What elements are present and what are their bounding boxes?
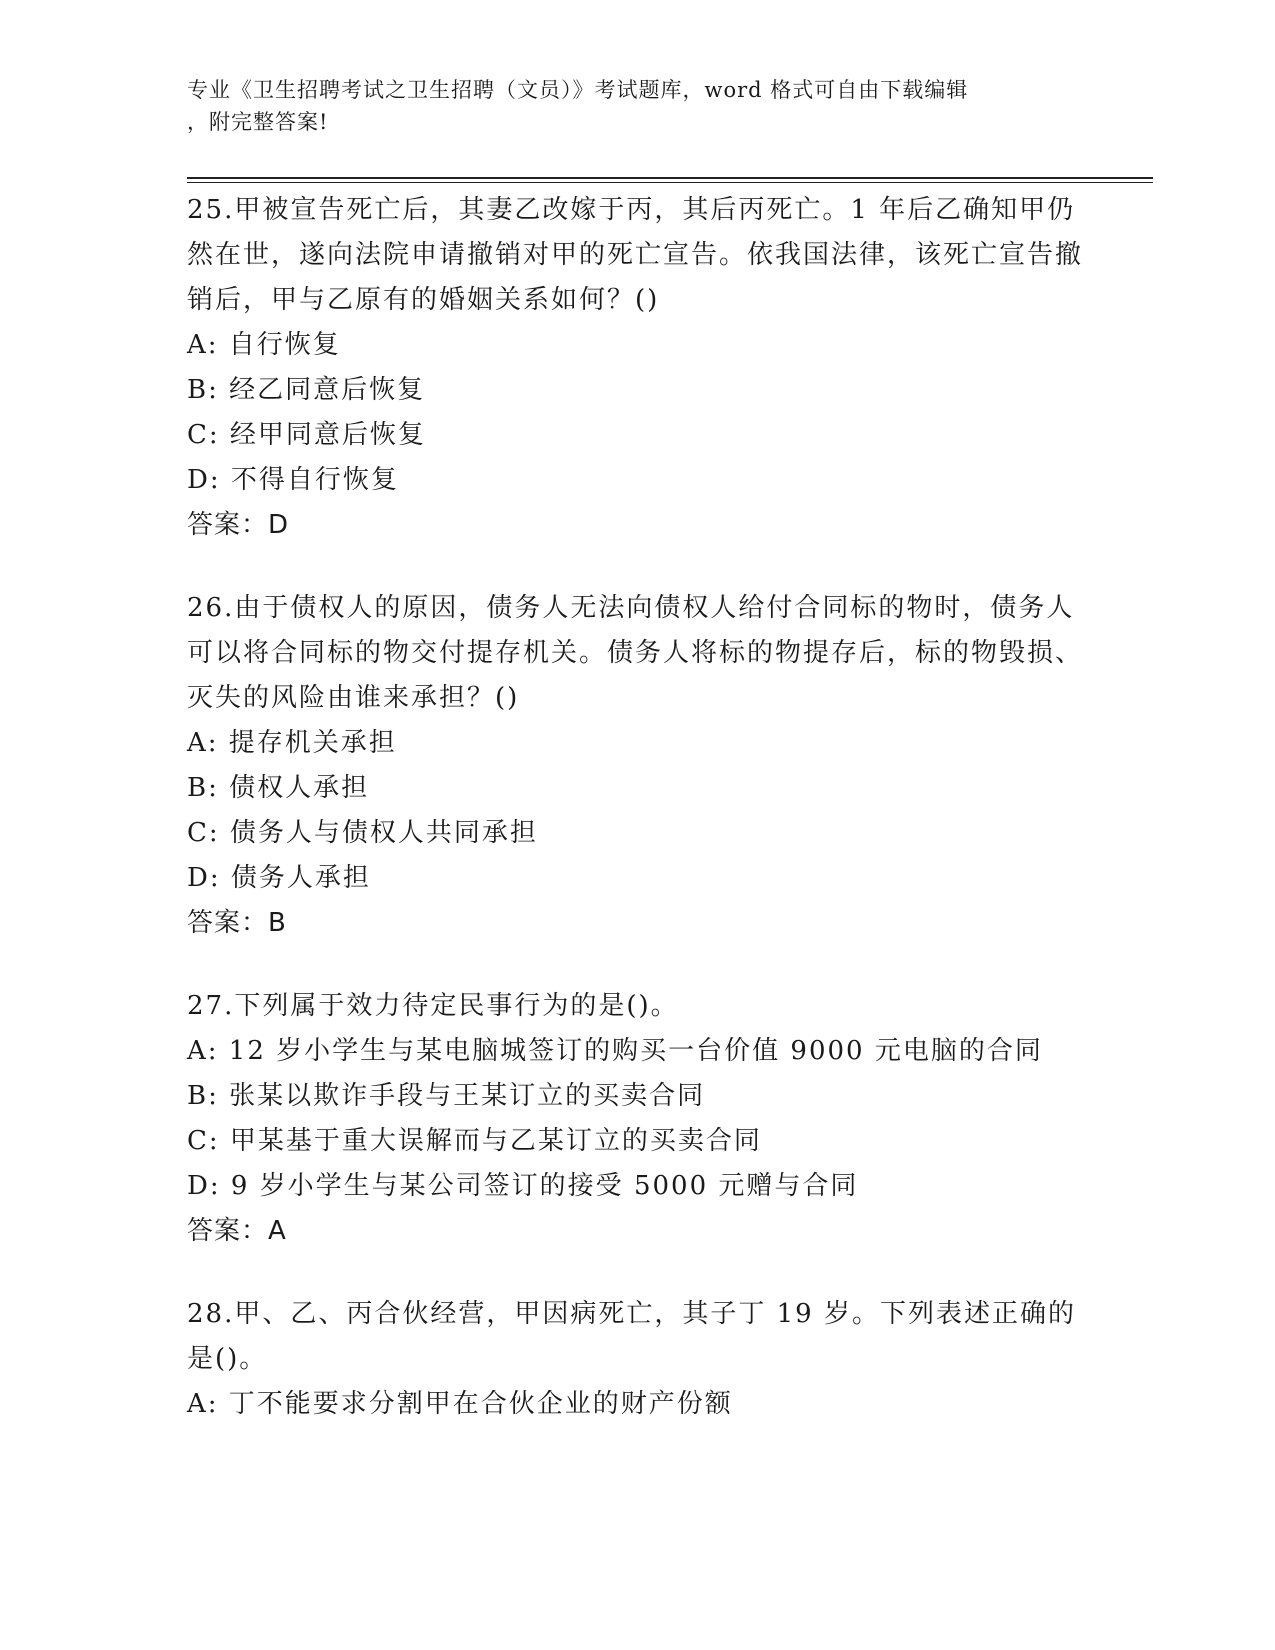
question-25	[187, 188, 1087, 548]
option-a: A: 12 岁小学生与某电脑城签订的购买一台价值 9000 元电脑的合同	[187, 1036, 1043, 1066]
option-d: D: 9 岁小学生与某公司签订的接受 5000 元赠与合同	[187, 1171, 859, 1201]
header-divider-thick	[187, 177, 1153, 179]
document-header	[187, 74, 1067, 138]
option-c: C: 债务人与债权人共同承担	[187, 818, 538, 848]
header-divider-thin	[187, 182, 1153, 183]
option-b: B: 张某以欺诈手段与王某订立的买卖合同	[187, 1081, 706, 1111]
answer-label: 答案：A	[187, 1216, 287, 1246]
header-line-2: ，附完整答案!	[187, 110, 329, 134]
question-stem: 25.甲被宣告死亡后，其妻乙改嫁于丙，其后丙死亡。1 年后乙确知甲仍然在世，遂向法院申请撤销对甲的死亡宣告。依我国法律，该死亡宣告撤销后，甲与乙原有的婚姻关系如何？()	[187, 195, 1084, 315]
option-d: D: 债务人承担	[187, 863, 371, 893]
option-a: A: 丁不能要求分割甲在合伙企业的财产份额	[187, 1389, 733, 1419]
option-a: A: 自行恢复	[187, 330, 341, 360]
question-stem: 28.甲、乙、丙合伙经营，甲因病死亡，其子丁 19 岁。下列表述正确的是()。	[187, 1299, 1076, 1374]
question-list	[187, 188, 1087, 1465]
option-a: A: 提存机关承担	[187, 728, 397, 758]
answer-label: 答案：B	[187, 908, 287, 938]
question-27	[187, 984, 1087, 1254]
option-d: D: 不得自行恢复	[187, 465, 399, 495]
answer-label: 答案：D	[187, 510, 290, 540]
question-26	[187, 586, 1087, 946]
question-stem: 26.由于债权人的原因，债务人无法向债权人给付合同标的物时，债务人可以将合同标的物交付提存机关。债务人将标的物提存后，标的物毁损、灭失的风险由谁来承担？()	[187, 593, 1084, 713]
question-28	[187, 1292, 1087, 1427]
option-c: C: 甲某基于重大误解而与乙某订立的买卖合同	[187, 1126, 762, 1156]
option-b: B: 经乙同意后恢复	[187, 375, 426, 405]
option-c: C: 经甲同意后恢复	[187, 420, 426, 450]
question-stem: 27.下列属于效力待定民事行为的是()。	[187, 991, 679, 1021]
option-b: B: 债权人承担	[187, 773, 370, 803]
header-line-1: 专业《卫生招聘考试之卫生招聘（文员）》考试题库，word 格式可自由下载编辑	[187, 78, 969, 102]
